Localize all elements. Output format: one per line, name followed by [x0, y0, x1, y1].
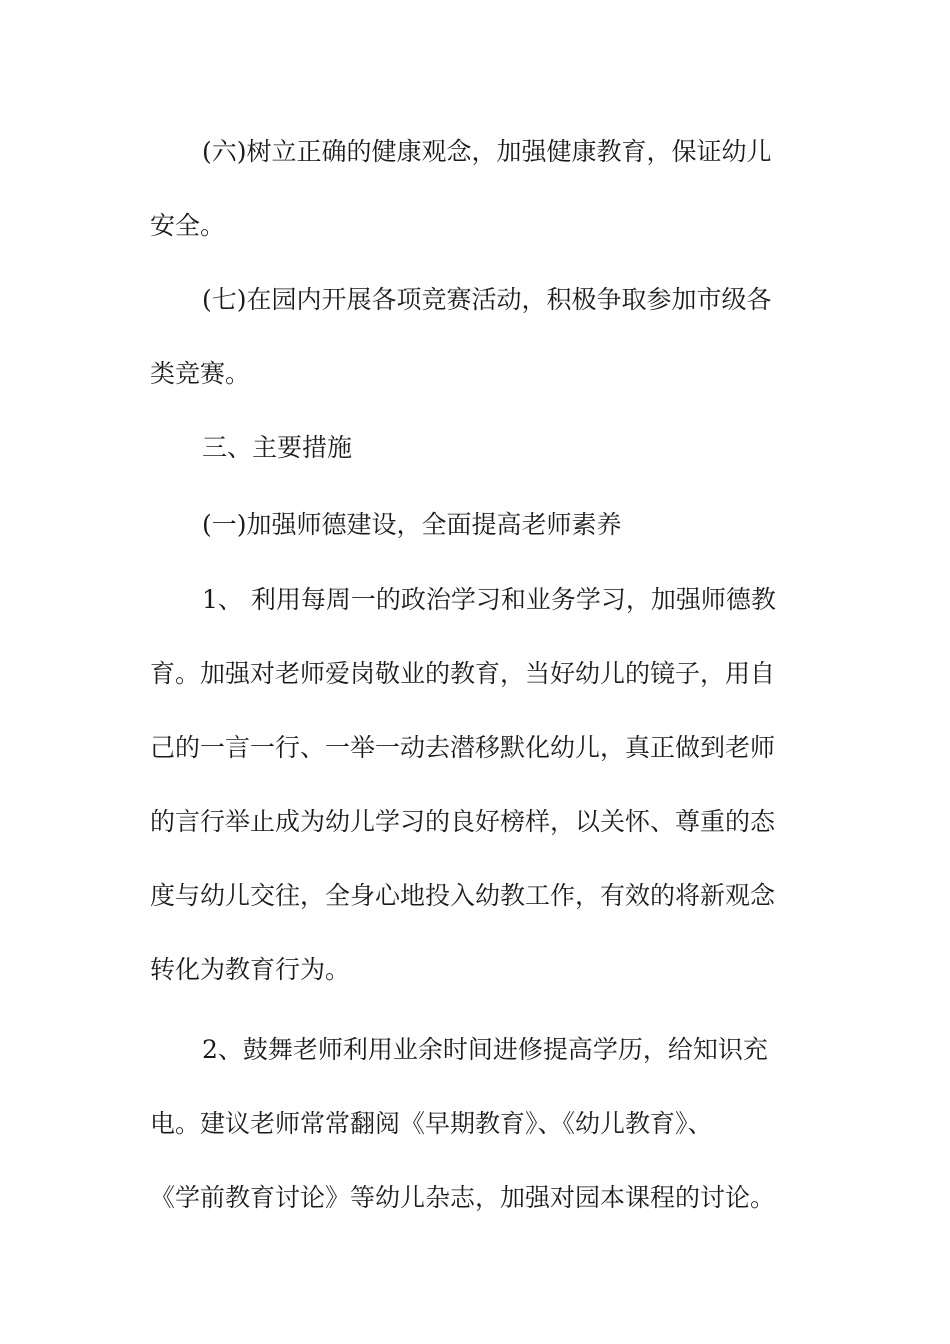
paragraph-line: 度与幼儿交往，全身心地投入幼教工作，有效的将新观念: [150, 881, 776, 910]
paragraph-line: 电。建议老师常常翻阅《早期教育》、《幼儿教育》、: [150, 1109, 713, 1138]
paragraph-line: 《学前教育讨论》等幼儿杂志，加强对园本课程的讨论。: [150, 1183, 776, 1212]
paragraph-line: (六)树立正确的健康观念，加强健康教育，保证幼儿: [202, 137, 772, 166]
paragraph-line: 育。加强对老师爱岗敬业的教育，当好幼儿的镜子，用自: [150, 659, 776, 688]
section-heading: 三、主要措施: [202, 433, 353, 462]
paragraph-line: 1、 利用每周一的政治学习和业务学习，加强师德教: [202, 585, 776, 614]
subsection-heading: (一)加强师德建设，全面提高老师素养: [202, 510, 622, 539]
paragraph-line: 转化为教育行为。: [150, 955, 351, 984]
paragraph-line: 己的一言一行、一举一动去潜移默化幼儿，真正做到老师: [150, 733, 776, 762]
paragraph-line: 类竞赛。: [150, 359, 251, 388]
paragraph-line: 的言行举止成为幼儿学习的良好榜样，以关怀、尊重的态: [150, 807, 776, 836]
paragraph-line: 安全。: [150, 211, 226, 240]
paragraph-line: (七)在园内开展各项竞赛活动，积极争取参加市级各: [202, 285, 772, 314]
paragraph-line: 2、鼓舞老师利用业余时间进修提高学历，给知识充: [202, 1035, 768, 1064]
